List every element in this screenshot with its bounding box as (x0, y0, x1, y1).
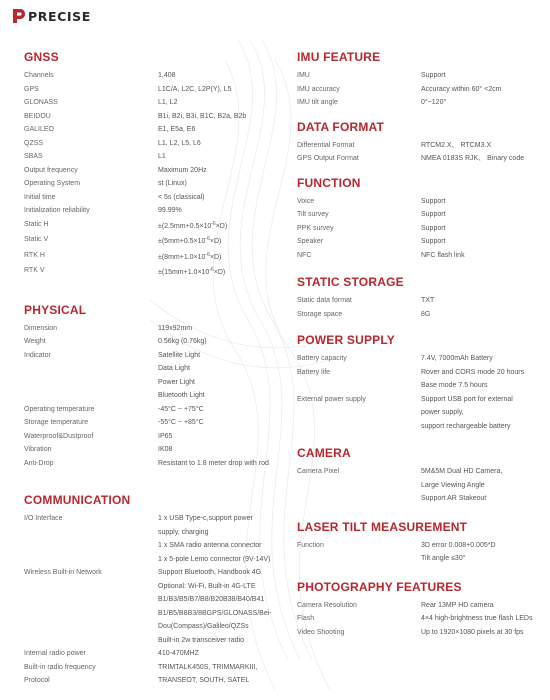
spec-value: 119x92mm (158, 324, 193, 332)
spec-row (24, 164, 279, 178)
spec-row (297, 235, 547, 249)
spec-row (24, 264, 279, 280)
spec-value: 1,408 (158, 72, 176, 79)
spec-label: Protocol (24, 677, 50, 684)
spec-row (24, 457, 279, 471)
spec-value: TXT (421, 297, 435, 304)
spec-row (297, 195, 547, 209)
spec-value: NMEA 0183S RJK、 Binary code (421, 155, 525, 162)
spec-label: Weight (24, 338, 46, 345)
spec-row (297, 139, 547, 153)
spec-row (24, 443, 279, 457)
spec-value: Up to 1920×1080 pixels at 30 fps (421, 628, 524, 636)
spec-label: Function (297, 541, 324, 549)
spec-value: 1 x USB Type-c,support power supply, charging 1 x SMA radio antenna connector 1 x 5-pole Lemo connector (9V-14V) (158, 515, 271, 563)
spec-row (24, 123, 279, 137)
spec-value: B1i, B2i, B3i, B1C, B2a, B2b (158, 112, 247, 120)
spec-value: Accuracy within 60° <2cm (421, 85, 502, 93)
spec-label: Initial time (24, 193, 56, 201)
spec-row (297, 222, 547, 236)
brand-name: PRECISE (28, 8, 91, 24)
spec-value: IP65 (158, 432, 173, 440)
spec-row (24, 177, 279, 191)
spec-row (24, 204, 279, 218)
spec-label: IMU tilt angle (297, 99, 338, 106)
spec-label: Wireless Built-in Network (24, 569, 102, 576)
section-photography-features (297, 580, 547, 640)
spec-value: TRANSEOT, SOUTH, SATEL (158, 677, 250, 684)
spec-label: PPK survey (297, 224, 334, 232)
spec-label: Flash (297, 615, 315, 622)
spec-value: RTCM2.X、 RTCM3.X (421, 141, 492, 149)
spec-value: E1, E5a, E6 (158, 126, 196, 133)
section-function (297, 176, 547, 263)
spec-row (297, 249, 547, 263)
spec-label: External power supply (297, 395, 366, 403)
spec-value: Rover and CORS mode 20 hours Base mode 7.5 hours (421, 368, 525, 389)
spec-label: GPS (24, 85, 39, 93)
section-title: STATIC STORAGE (297, 275, 404, 289)
spec-value: $\pm(5mm+0.5\times 10^{-6}\times D)$ (158, 236, 222, 245)
section-gnss (24, 50, 279, 280)
spec-label: IMU accuracy (297, 85, 340, 93)
spec-row (297, 352, 547, 366)
spec-value: 410-470MHZ (158, 650, 199, 657)
spec-label: Indicator (24, 351, 51, 359)
spec-label: Voice (297, 197, 315, 205)
section-title: POWER SUPPLY (297, 333, 395, 347)
spec-row (24, 110, 279, 124)
spec-label: RTK V (24, 267, 45, 274)
spec-label: GPS Output Format (297, 155, 359, 162)
section-laser-tilt-measurement (297, 520, 547, 566)
section-communication (24, 493, 279, 688)
spec-value: L1C/A, L2C, L2P(Y), L5 (158, 85, 232, 93)
spec-row (24, 349, 279, 403)
spec-label: Battery capacity (297, 355, 347, 362)
spec-row (24, 322, 279, 336)
section-power-supply (297, 333, 547, 433)
spec-label: Static data format (297, 297, 352, 304)
spec-value: 99.99% (158, 207, 182, 214)
spec-label: BEIDOU (24, 112, 51, 120)
spec-row (24, 416, 279, 430)
spec-label: Battery life (297, 368, 331, 376)
spec-row (297, 83, 547, 97)
section-camera (297, 446, 547, 506)
section-title: DATA FORMAT (297, 119, 385, 134)
spec-row (297, 465, 547, 506)
brand-logo (12, 8, 91, 24)
section-static-storage (297, 275, 547, 321)
spec-label: Output frequency (24, 166, 78, 174)
spec-value: 7.4V, 7000mAh Battery (421, 355, 493, 362)
spec-value: L1 (158, 153, 166, 160)
spec-row (297, 393, 547, 434)
spec-value: L1, L2 (158, 99, 178, 106)
spec-label: QZSS (24, 139, 44, 147)
spec-row (24, 674, 279, 688)
spec-label: Internal radio power (24, 650, 86, 657)
spec-value: $\pm(15mm+1.0\times 10^{-6}\times D)$ (158, 267, 226, 276)
spec-row (24, 512, 279, 566)
spec-value: -55°C ~ +85°C (158, 419, 204, 426)
spec-label: NFC (297, 251, 312, 259)
spec-value: Support (421, 211, 446, 218)
spec-label: SBAS (24, 153, 43, 160)
section-title: FUNCTION (297, 175, 361, 190)
spec-label: Static V (24, 236, 49, 243)
spec-row (24, 150, 279, 164)
section-title: IMU FEATURE (297, 50, 381, 64)
spec-label: RTK H (24, 251, 45, 259)
spec-value: 4×4 high-brightness true flash LEDs (421, 615, 533, 622)
spec-value: NFC flash link (421, 251, 465, 259)
spec-label: Initialization reliability (24, 207, 90, 214)
spec-row (297, 96, 547, 110)
spec-row (297, 599, 547, 613)
spec-row (24, 335, 279, 349)
spec-value: Support (421, 197, 446, 205)
spec-row (297, 294, 547, 308)
section-physical (24, 303, 279, 471)
spec-label: Built-in radio frequency (24, 663, 96, 671)
spec-label: Camera Resolution (297, 601, 357, 609)
spec-value: -45°C ~ +75°C (158, 405, 204, 413)
spec-row (24, 566, 279, 647)
spec-label: Anti-Drop (24, 459, 54, 467)
spec-row (24, 647, 279, 661)
spec-label: Vibration (24, 446, 52, 453)
spec-label: Operating temperature (24, 405, 95, 413)
section-title: PHOTOGRAPHY FEATURES (297, 579, 462, 594)
section-title: COMMUNICATION (24, 493, 131, 507)
section-imu-feature (297, 50, 547, 110)
spec-value: < 5s (classical) (158, 193, 205, 201)
spec-value: Resistant to 1.8 meter drop with rod (158, 459, 269, 467)
spec-row (297, 208, 547, 222)
spec-value: 0°~120° (421, 99, 447, 106)
spec-value: Support (421, 224, 446, 232)
spec-value: 8G (421, 310, 431, 318)
section-title: GNSS (24, 50, 59, 64)
spec-value: Satellite Light Data Light Power Light Bluetooth Light (158, 351, 205, 399)
spec-value: 5M&5M Dual HD Camera, Large Viewing Angle Support AR Stakeout (421, 468, 503, 502)
spec-value: st (Linux) (158, 180, 187, 187)
spec-row (24, 218, 279, 234)
spec-row (24, 403, 279, 417)
spec-value: Maximum 20Hz (158, 166, 207, 174)
spec-label: GALILEO (24, 126, 54, 133)
spec-row (24, 249, 279, 265)
spec-value: L1, L2, L5, L6 (158, 139, 201, 147)
spec-value: TRIMTALK450S, TRIMMARKIII, (158, 663, 258, 671)
spec-label: Operating System (24, 180, 81, 187)
spec-value: $\pm(8mm+1.0\times 10^{-6}\times D)$ (158, 251, 222, 261)
spec-value: 3D error 0.008+0.005*D Tilt angle ≤30° (421, 541, 496, 562)
spec-label: Speaker (297, 238, 324, 245)
spec-row (24, 83, 279, 97)
spec-label: Tilt survey (297, 211, 329, 218)
spec-value: Support Bluetooth, Handbook 4G Optional: Wi-Fi, Built-in 4G-LTE B1/B3/B5/B7/B8/B20B38/B40/B41 B1/B5/B8B3/8BGPS/GLONASS/Bei- Dou(Compass)/Galileo/QZSs Built-in 2w transceiver radio (158, 569, 272, 644)
spec-row (297, 366, 547, 393)
spec-row (24, 661, 279, 675)
spec-label: GLONASS (24, 99, 58, 106)
spec-row (24, 137, 279, 151)
spec-label: Storage temperature (24, 419, 89, 426)
spec-value: Support (421, 72, 446, 79)
spec-label: Differential Format (297, 141, 355, 149)
section-title: LASER TILT MEASUREMENT (297, 519, 468, 534)
spec-value: $\pm(2.5mm+0.5\times 10^{-6}\times D)$ (158, 220, 228, 230)
spec-row (297, 69, 547, 83)
section-data-format (297, 120, 547, 166)
spec-row (297, 626, 547, 640)
spec-label: Camera Pixel (297, 468, 340, 475)
spec-label: Storage space (297, 310, 343, 318)
section-title: PHYSICAL (24, 302, 87, 317)
spec-label: Static H (24, 220, 49, 228)
spec-row (24, 233, 279, 249)
spec-row (297, 152, 547, 166)
spec-label: IMU (297, 72, 310, 79)
spec-row (24, 96, 279, 110)
spec-value: 0.56kg (0.76kg) (158, 338, 207, 345)
section-title: CAMERA (297, 446, 351, 460)
spec-label: Channels (24, 72, 54, 79)
spec-value: IK08 (158, 446, 173, 453)
spec-row (297, 308, 547, 322)
spec-row (24, 191, 279, 205)
spec-label: Dimension (24, 324, 58, 332)
spec-value: Support USB port for external power supply, support rechargeable battery (421, 395, 513, 430)
precise-logo-icon (12, 8, 26, 24)
spec-value: Rear 13MP HD camera (421, 601, 494, 609)
left-spec-column (24, 50, 279, 688)
spec-row (24, 69, 279, 83)
right-spec-column (297, 50, 547, 639)
spec-label: I/O Interface (24, 515, 63, 522)
spec-label: Waterproof&Dustproof (24, 432, 94, 440)
spec-row (24, 430, 279, 444)
spec-row (297, 539, 547, 566)
spec-label: Video Shooting (297, 628, 345, 636)
spec-value: Support (421, 238, 446, 245)
spec-row (297, 612, 547, 626)
